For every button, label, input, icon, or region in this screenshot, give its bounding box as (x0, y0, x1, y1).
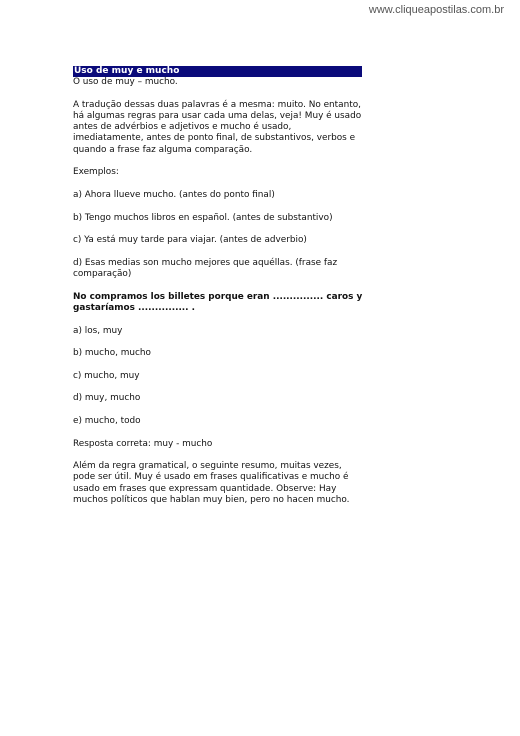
answer-option: a) los, muy (73, 325, 123, 336)
examples-label: Exemplos: (73, 167, 119, 178)
example-item: b) Tengo muchos libros en español. (antes de substantivo) (73, 212, 333, 223)
section-title: Uso de muy e mucho (73, 66, 362, 77)
subtitle: O uso de muy – mucho. (73, 77, 178, 87)
answer-option: c) mucho, muy (73, 370, 140, 381)
answer-option: b) mucho, mucho (73, 348, 151, 359)
example-item: a) Ahora llueve mucho. (antes do ponto final) (73, 189, 275, 200)
example-item: c) Ya está muy tarde para viajar. (antes de adverbio) (73, 235, 307, 246)
intro-paragraph: A tradução dessas duas palavras é a mesma: muito. No entanto, há algumas regras para usar cada uma delas, veja! Muy é usado antes de advérbios e adjetivos e mucho é usado, imediatamente, antes de ponto final, de substantivos, verbos e quando a frase faz alguma comparação. (73, 99, 362, 155)
correct-answer: Resposta correta: muy - mucho (73, 438, 213, 449)
exercise-question: No compramos los billetes porque eran ............... caros y gastaríamos ............... . (73, 291, 363, 313)
site-url: www.cliqueapostilas.com.br (368, 4, 504, 16)
closing-paragraph: Além da regra gramatical, o seguinte resumo, muitas vezes, pode ser útil. Muy é usado em frases qualificativas e mucho é usado em frases que expressam quantidade. Observe: Hay muchos políticos que hablan muy bien, pero no hacen mucho. (73, 461, 350, 505)
answer-option: d) muy, mucho (73, 393, 141, 404)
answer-option: e) mucho, todo (73, 415, 141, 426)
document-body (73, 66, 363, 506)
example-item: d) Esas medias son mucho mejores que aquéllas. (frase faz comparação) (73, 257, 338, 280)
